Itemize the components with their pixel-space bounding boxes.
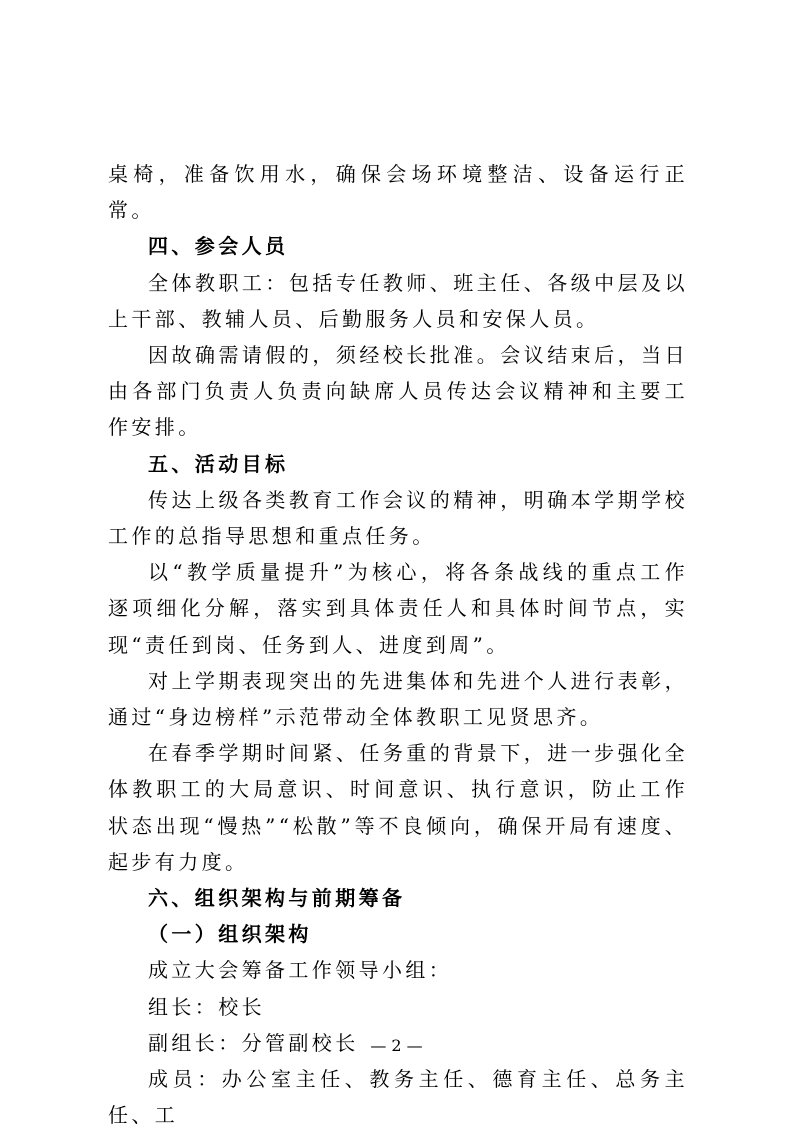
section-heading-4: 四、参会人员 [148, 234, 289, 259]
paragraph-group: 成立大会筹备工作领导小组： [148, 958, 453, 983]
paragraph-goal-2: 以“教学质量提升”为核心，将各条战线的重点工作逐项细化分解，落实到具体责任人和具体时间节点，实现“责任到岗、任务到人、进度到周”。 [108, 560, 688, 657]
subsection-heading-1: （一）组织架构 [148, 922, 312, 947]
document-body [108, 156, 688, 1133]
paragraph-goal-4: 在春季学期时间紧、任务重的背景下，进一步强化全体教职工的大局意识、时间意识、执行意识，防止工作状态出现“慢热”“松散”等不良倾向，确保开局有速度、起步有力度。 [108, 741, 688, 874]
paragraph-leader: 组长：校长 [148, 994, 265, 1019]
paragraph-goal-1: 传达上级各类教育工作会议的精神，明确本学期学校工作的总指导思想和重点任务。 [108, 487, 688, 549]
paragraph-leave: 因故确需请假的，须经校长批准。会议结束后，当日由各部门负责人负责向缺席人员传达会议精神和主要工作安排。 [108, 343, 688, 440]
paragraph-continuation: 桌椅，准备饮用水，确保会场环境整洁、设备运行正常。 [108, 162, 688, 223]
section-heading-6: 六、组织架构与前期筹备 [148, 886, 406, 911]
section-heading-5: 五、活动目标 [148, 451, 289, 476]
paragraph-attendees: 全体教职工：包括专任教师、班主任、各级中层及以上干部、教辅人员、后勤服务人员和安保人员。 [108, 270, 688, 331]
page-number: — 2 — [370, 1036, 423, 1055]
paragraph-vice-leader: 副组长：分管副校长 [148, 1030, 359, 1055]
paragraph-goal-3: 对上学期表现突出的先进集体和先进个人进行表彰，通过“身边榜样”示范带动全体教职工见贤思齐。 [108, 668, 688, 730]
paragraph-members: 成员：办公室主任、教务主任、德育主任、总务主任、工 [108, 1067, 688, 1128]
